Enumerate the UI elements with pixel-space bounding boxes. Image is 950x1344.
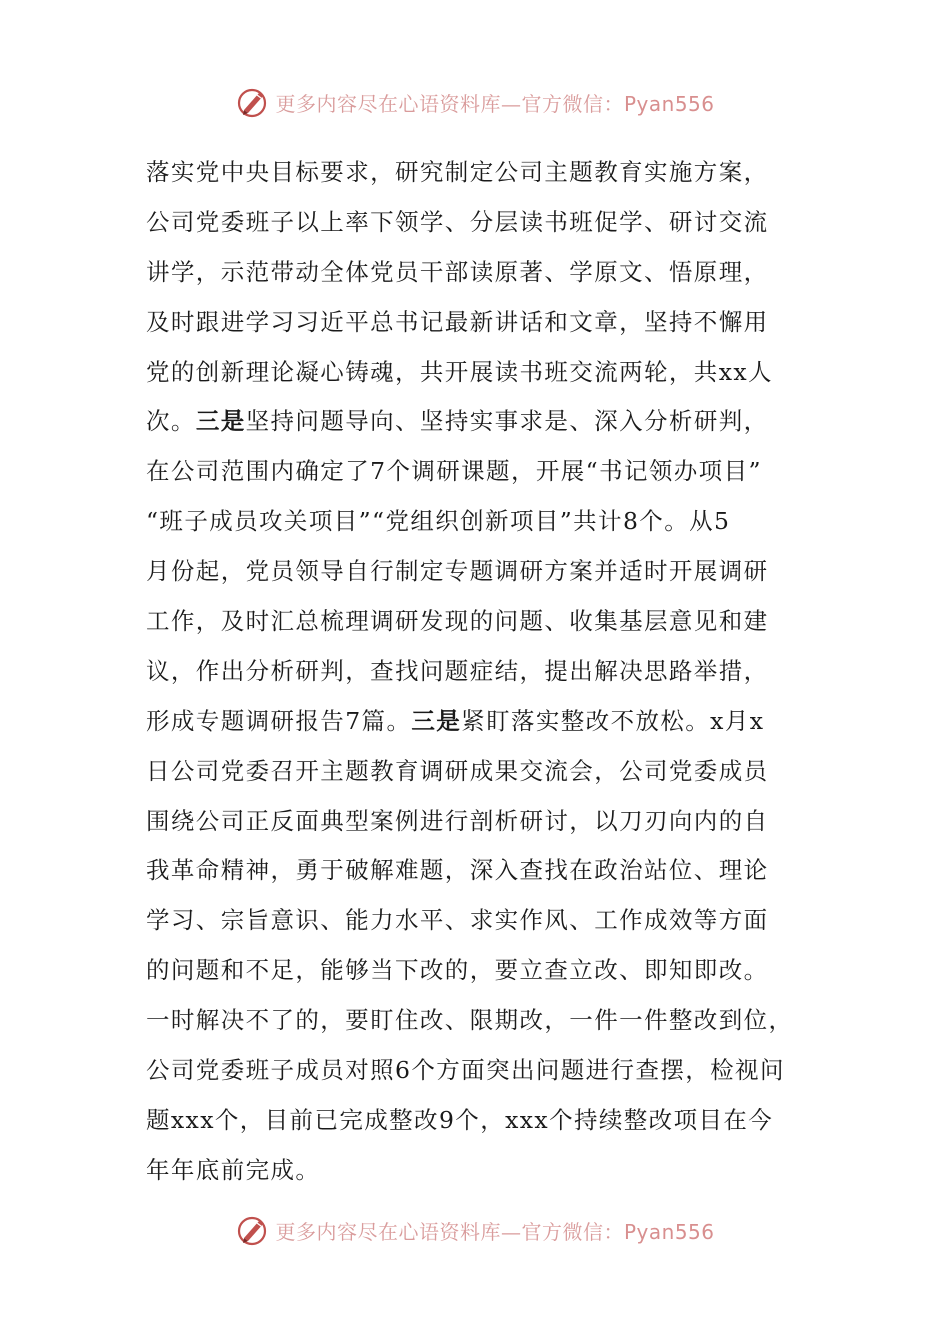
text-line [146, 248, 810, 298]
text-segment: 坚持问题导向、坚持实事求是、深入分析研判， [245, 407, 769, 436]
text-line [146, 846, 810, 896]
text-line [146, 946, 810, 996]
pen-circle-logo-icon [235, 1212, 271, 1248]
text-segment: 围绕公司正反面典型案例进行剖析研讨，以刀刃向内的自 [146, 806, 769, 835]
text-segment: 落实党中央目标要求，研究制定公司主题教育实施方案， [146, 158, 769, 186]
text-segment: 日公司党委召开主题教育调研成果交流会，公司党委成员 [146, 756, 769, 785]
text-line [146, 497, 810, 547]
text-segment: 在公司范围内确定了7个调研课题，开展“书记领办项目” [146, 457, 762, 486]
text-segment: 次。 [146, 407, 196, 436]
text-segment: 及时跟进学习习近平总书记最新讲话和文章，坚持不懈用 [146, 307, 769, 336]
text-line [146, 447, 810, 497]
text-segment: 议，作出分析研判，查找问题症结，提出解决思路举措， [146, 656, 769, 685]
text-line [146, 697, 810, 747]
text-segment: 的问题和不足，能够当下改的，要立查立改、即知即改。 [146, 956, 769, 985]
document-body [146, 148, 810, 1196]
text-segment: 公司党委班子以上率下领学、分层读书班促学、研讨交流 [146, 207, 769, 236]
text-line [146, 797, 810, 847]
text-line [146, 1096, 810, 1146]
bold-lead-phrase: 三是 [411, 706, 462, 735]
text-line [146, 996, 810, 1046]
text-segment: 紧盯落实整改不放松。x月x [461, 706, 765, 735]
text-segment: 题xxx个，目前已完成整改9个，xxx个持续整改项目在今 [146, 1105, 774, 1134]
bold-lead-phrase: 三是 [195, 407, 246, 436]
text-line [146, 597, 810, 647]
text-segment: “班子成员攻关项目”“党组织创新项目”共计8个。从5 [146, 507, 731, 536]
footer-banner [0, 1210, 950, 1250]
text-line [146, 647, 810, 697]
text-segment: 党的创新理论凝心铸魂，共开展读书班交流两轮，共xx人 [146, 357, 773, 386]
text-line [146, 397, 810, 447]
text-segment: 形成专题调研报告7篇。 [146, 706, 412, 735]
text-line [146, 198, 810, 248]
header-banner-id: Pyan556 [623, 91, 715, 116]
text-line [146, 896, 810, 946]
footer-banner-id: Pyan556 [623, 1219, 715, 1244]
text-line [146, 1046, 810, 1096]
text-line [146, 747, 810, 797]
header-banner [0, 82, 950, 122]
footer-banner-text: 更多内容尽在心语资料库—官方微信：Pyan556 [275, 1219, 715, 1244]
text-segment: 月份起，党员领导自行制定专题调研方案并适时开展调研 [146, 557, 769, 586]
text-line [146, 1146, 810, 1196]
text-segment: 我革命精神，勇于破解难题，深入查找在政治站位、理论 [146, 856, 769, 885]
text-segment: 工作，及时汇总梳理调研发现的问题、收集基层意见和建 [146, 607, 769, 636]
pen-circle-logo-icon [235, 84, 271, 120]
text-segment: 一时解决不了的，要盯住改、限期改，一件一件整改到位， [146, 1006, 794, 1035]
text-line [146, 298, 810, 348]
header-banner-text: 更多内容尽在心语资料库—官方微信：Pyan556 [275, 91, 715, 116]
text-segment: 公司党委班子成员对照6个方面突出问题进行查摆，检视问 [146, 1056, 785, 1085]
text-segment: 学习、宗旨意识、能力水平、求实作风、工作成效等方面 [146, 906, 769, 935]
text-line [146, 547, 810, 597]
text-line [146, 348, 810, 398]
text-segment: 讲学，示范带动全体党员干部读原著、学原文、悟原理， [146, 257, 769, 286]
text-line [146, 148, 810, 198]
text-segment: 年年底前完成。 [146, 1155, 321, 1184]
